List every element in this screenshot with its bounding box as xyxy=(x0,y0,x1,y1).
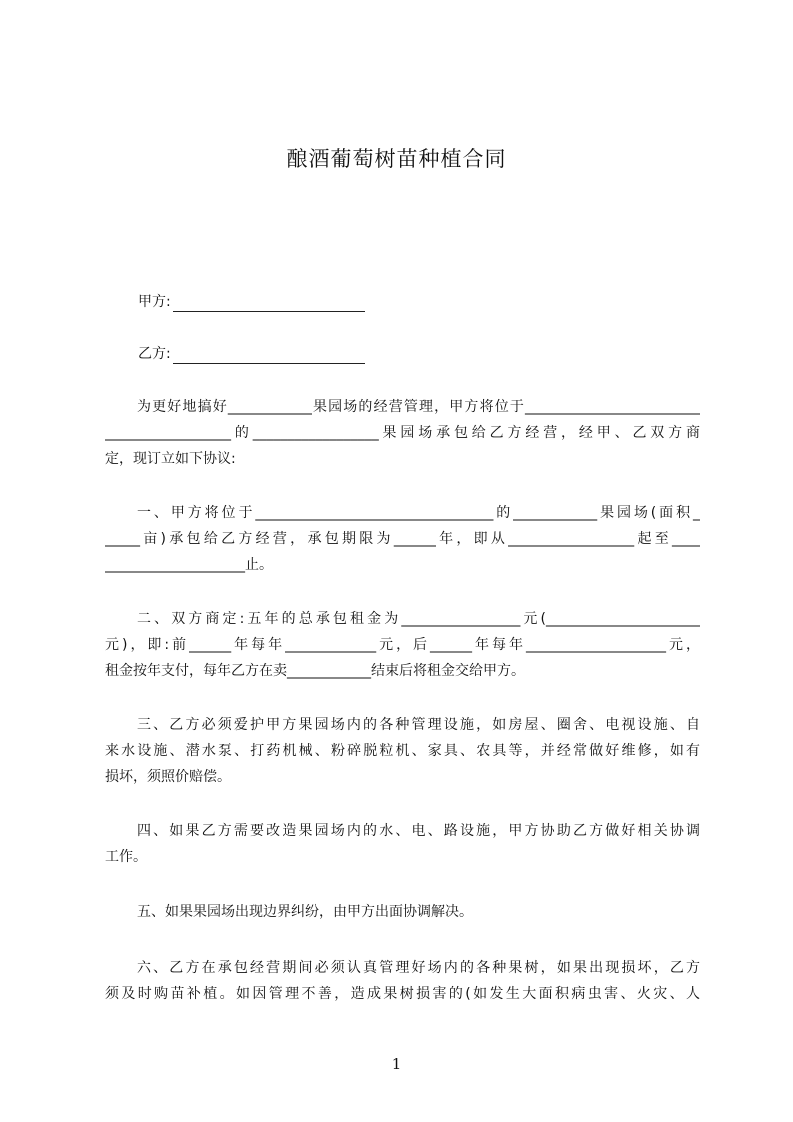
paragraph-line: 五、如果果园场出现边界纠纷，由甲方出面协调解决。 xyxy=(137,904,473,920)
paragraph-line: _____亩)承包给乙方经营，承包期限为______年，即从__________________起至____ xyxy=(105,531,700,547)
page-number: 1 xyxy=(391,1055,402,1073)
paragraph-line: 一、甲方将位于__________________________________的____________果园场(面积_ xyxy=(137,505,700,521)
party-b-field xyxy=(138,344,365,364)
party-a-blank xyxy=(173,297,365,312)
party-b-blank xyxy=(173,349,365,364)
paragraph-line: 损坏，须照价赔偿。 xyxy=(105,769,231,785)
clause-5-paragraph xyxy=(105,899,700,925)
party-b-label: 乙方: xyxy=(138,346,171,362)
paragraph-line: 四、如果乙方需要改造果园场内的水、电、路设施，甲方协助乙方做好相关协调 xyxy=(137,823,700,839)
contract-title: 酿酒葡萄树苗种植合同 xyxy=(286,147,507,171)
clause-2-paragraph xyxy=(105,606,700,684)
clause-6-paragraph xyxy=(105,955,700,1007)
party-a-field xyxy=(138,292,365,312)
paragraph-line: 三、乙方必须爱护甲方果园场内的各种管理设施，如房屋、圈舍、电视设施、自 xyxy=(137,717,700,733)
clause-3-paragraph xyxy=(105,712,700,790)
paragraph-line: 为更好地搞好____________果园场的经营管理，甲方将位于_________________________ xyxy=(137,399,700,415)
paragraph-line: 六、乙方在承包经营期间必须认真管理好场内的各种果树，如果出现损坏，乙方 xyxy=(137,960,700,976)
paragraph-line: ____________________止。 xyxy=(105,557,273,573)
preamble-paragraph xyxy=(105,394,700,472)
paragraph-line: 来水设施、潜水泵、打药机械、粉碎脱粒机、家具、农具等，并经常做好维修，如有 xyxy=(105,743,700,759)
paragraph-line: 租金按年支付，每年乙方在卖____________结束后将租金交给甲方。 xyxy=(105,663,525,679)
paragraph-line: 须及时购苗补植。如因管理不善，造成果树损害的(如发生大面积病虫害、火灾、人 xyxy=(105,986,700,1002)
clause-4-paragraph xyxy=(105,818,700,870)
paragraph-line: __________________的__________________果园场承包给乙方经营，经甲、乙双方商 xyxy=(105,425,700,441)
paragraph-line: 元)，即:前______年每年_____________元，后______年每年____________________元， xyxy=(105,637,700,653)
clause-1-paragraph xyxy=(105,500,700,578)
party-a-label: 甲方: xyxy=(138,294,171,310)
paragraph-line: 工作。 xyxy=(105,849,147,865)
paragraph-line: 定，现订立如下协议: xyxy=(105,451,236,467)
paragraph-line: 二、双方商定:五年的总承包租金为_________________元(______________________ xyxy=(137,611,700,627)
